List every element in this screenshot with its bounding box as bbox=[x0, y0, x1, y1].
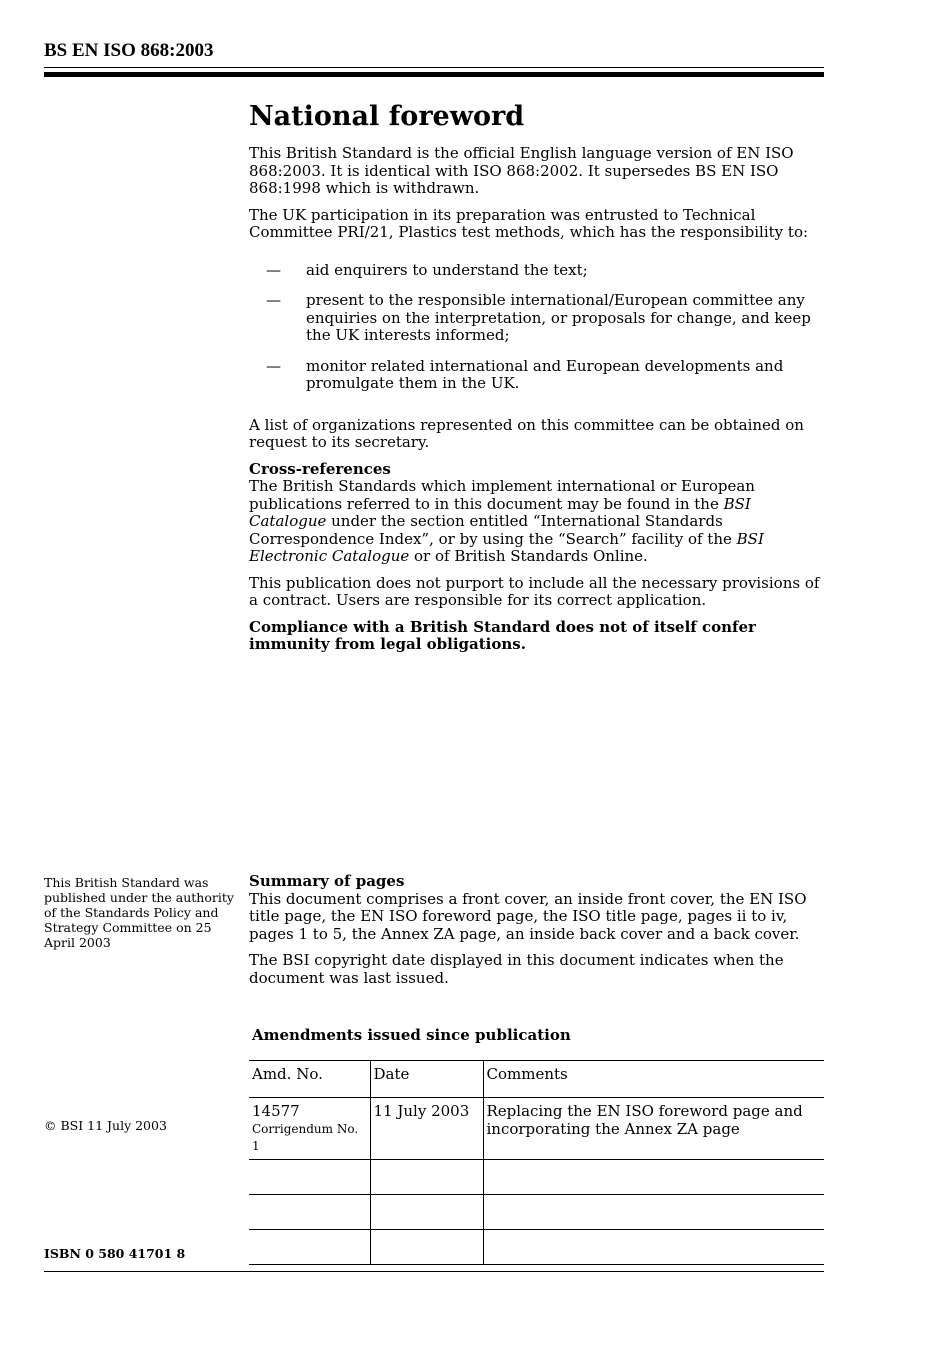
committee-paragraph: The UK participation in its preparation was entrusted to Technical Committee PRI/21, Plastics test methods, which has the responsibility to: bbox=[249, 205, 809, 241]
column-header-date: Date bbox=[370, 1061, 483, 1098]
list-item: — monitor related international and European developments and promulgate them in the UK. bbox=[266, 356, 784, 392]
publication-authority-note: This British Standard was published under the authority of the Standards Policy and Strategy Committee on 25 April 2003 bbox=[44, 875, 234, 950]
corrigendum-label: Corrigendum No. 1 bbox=[252, 1121, 359, 1153]
dash-marker: — bbox=[266, 291, 281, 309]
header-rule-thick bbox=[44, 72, 824, 77]
copyright-notice: © BSI 11 July 2003 bbox=[44, 1118, 167, 1133]
intro-paragraph: This British Standard is the official English language version of EN ISO 868:2003. It is identical with ISO 868:2002. It supersedes BS EN ISO 868:1998 which is withdrawn. bbox=[249, 144, 794, 197]
table-row bbox=[249, 1159, 824, 1194]
summary-paragraph: This document comprises a front cover, an inside front cover, the EN ISO title page, the EN ISO foreword page, the ISO title page, pages ii to iv, pages 1 to 5, the Annex ZA page, an inside back cover and a back cover. bbox=[249, 889, 807, 943]
organizations-paragraph: A list of organizations represented on this committee can be obtained on request to its secretary. bbox=[249, 415, 804, 451]
dash-marker: — bbox=[266, 260, 281, 279]
cross-references-paragraph: The British Standards which implement international or European publications referred to in this document may be found in the BSI Catalogue under the section entitled “International Standards Correspondence Index”, or by using the “Search” facility of the BSI Electronic Catalogue or of British Standards Online. bbox=[249, 477, 764, 565]
bsi-catalogue-ref: BSI Catalogue bbox=[249, 494, 751, 530]
page-title: National foreword bbox=[249, 101, 525, 132]
amendments-table bbox=[249, 1060, 824, 1265]
provisions-paragraph: This publication does not purport to include all the necessary provisions of a contract. Users are responsible for its correct application. bbox=[249, 573, 820, 609]
list-item: — present to the responsible international/European committee any enquiries on the interpretation, or proposals for change, and keep the UK interests informed; bbox=[266, 291, 811, 344]
dash-marker: — bbox=[266, 356, 281, 375]
amd-no-cell: 14577 Corrigendum No. 1 bbox=[249, 1098, 370, 1160]
summary-heading: Summary of pages bbox=[249, 872, 405, 890]
header-rule-thin bbox=[44, 67, 824, 68]
column-header-comments: Comments bbox=[483, 1061, 824, 1098]
responsibility-list bbox=[249, 262, 829, 393]
list-item: — aid enquirers to understand the text; bbox=[266, 260, 588, 279]
copyright-date-paragraph: The BSI copyright date displayed in this document indicates when the document was last issued. bbox=[249, 951, 784, 987]
table-header-row bbox=[249, 1061, 824, 1098]
column-header-amd-no: Amd. No. bbox=[249, 1061, 370, 1098]
cross-references-heading: Cross-references bbox=[249, 459, 391, 478]
date-cell: 11 July 2003 bbox=[370, 1098, 483, 1160]
comments-cell: Replacing the EN ISO foreword page and incorporating the Annex ZA page bbox=[483, 1098, 824, 1160]
bsi-electronic-catalogue-ref: BSI Electronic Catalogue bbox=[249, 529, 764, 565]
footer-rule bbox=[44, 1271, 824, 1272]
amendments-title: Amendments issued since publication bbox=[252, 1026, 571, 1044]
summary-of-pages-section bbox=[249, 873, 829, 996]
table-row bbox=[249, 1229, 824, 1264]
table-row bbox=[249, 1098, 824, 1160]
national-foreword-section bbox=[249, 100, 829, 663]
document-id-header: BS EN ISO 868:2003 bbox=[44, 40, 214, 61]
isbn-number: ISBN 0 580 41701 8 bbox=[44, 1246, 186, 1261]
compliance-statement: Compliance with a British Standard does not of itself confer immunity from legal obligations. bbox=[249, 617, 756, 653]
table-row bbox=[249, 1194, 824, 1229]
